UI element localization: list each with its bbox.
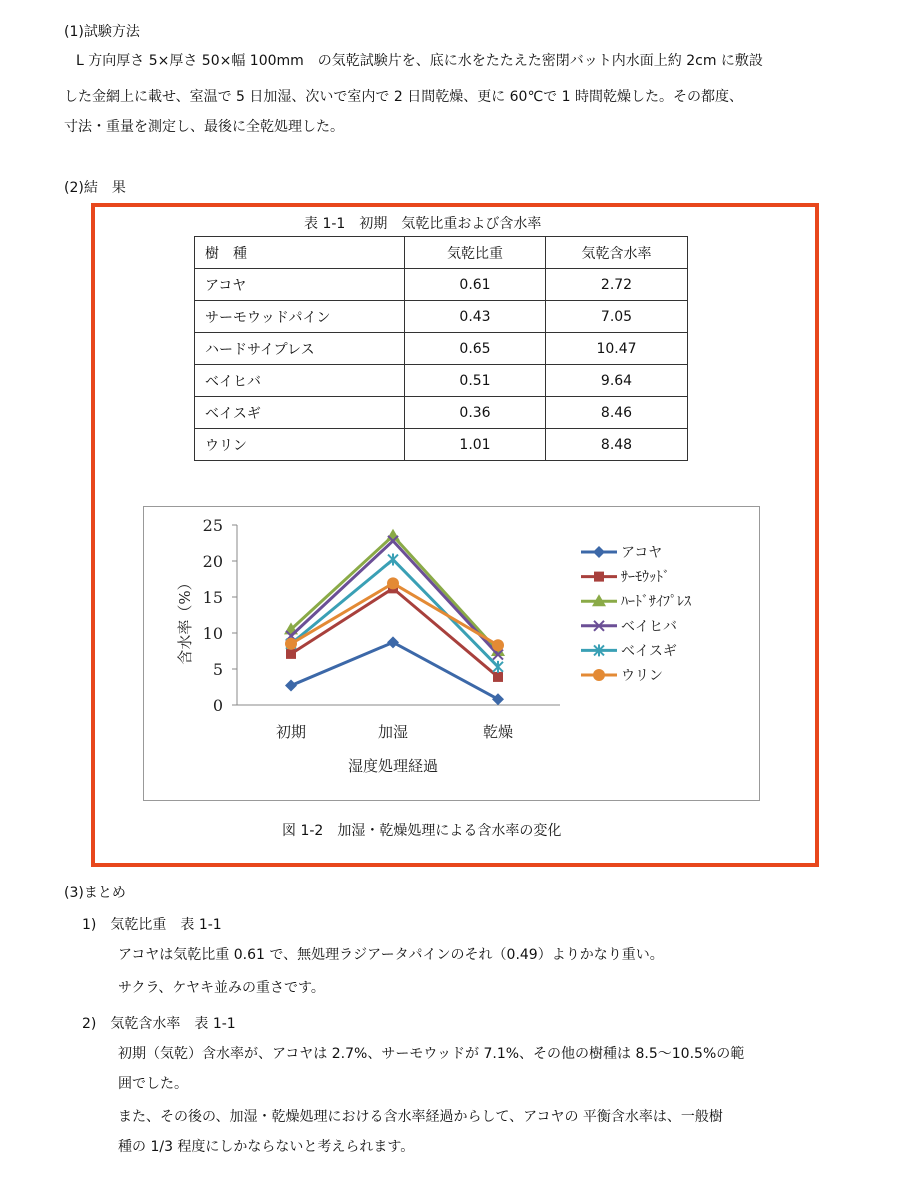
table-cell-moisture: 7.05 [546, 301, 688, 333]
table-caption: 表 1-1 初期 気乾比重および含水率 [304, 216, 542, 232]
table-header-moisture: 気乾含水率 [546, 237, 688, 269]
summary-item-1-line-2: サクラ、ケヤキ並みの重さです。 [118, 980, 325, 996]
data-point [387, 636, 399, 648]
data-point [493, 661, 503, 673]
x-tick-label: 乾燥 [482, 723, 514, 741]
summary-item-1-line-1: アコヤは気乾比重 0.61 で、無処理ラジアータパインのそれ（0.49）よりかなり重い。 [118, 947, 664, 963]
data-point [492, 639, 504, 651]
summary-heading: (3)まとめ [64, 885, 126, 901]
legend-swatch-marker [593, 546, 605, 558]
x-tick-label: 初期 [275, 723, 307, 741]
table-cell-species: ハードサイプレス [195, 333, 405, 365]
data-point [286, 649, 296, 659]
table-cell-species: サーモウッドパイン [195, 301, 405, 333]
table-cell-density: 0.65 [405, 333, 546, 365]
data-point [285, 680, 297, 692]
legend-label: ベイスギ [621, 643, 677, 660]
table-cell-moisture: 8.48 [546, 429, 688, 461]
data-point [387, 577, 399, 589]
table-cell-moisture: 2.72 [546, 269, 688, 301]
legend-label: ウリン [621, 668, 663, 684]
data-point [285, 638, 297, 650]
legend-label: ﾊｰﾄﾞｻｲﾌﾟﾚｽ [621, 594, 691, 611]
summary-item-2-title: 2) 気乾含水率 表 1-1 [82, 1016, 236, 1032]
table-cell-species: ベイスギ [195, 397, 405, 429]
table-header-density: 気乾比重 [405, 237, 546, 269]
table-cell-density: 1.01 [405, 429, 546, 461]
method-heading: (1)試験方法 [64, 24, 140, 40]
legend-swatch-marker [594, 572, 604, 582]
table-cell-moisture: 10.47 [546, 333, 688, 365]
y-tick-label: 0 [212, 696, 223, 715]
table-cell-species: ウリン [195, 429, 405, 461]
table-cell-species: ベイヒバ [195, 365, 405, 397]
x-axis-title: 湿度処理経過 [347, 757, 439, 775]
y-tick-label: 25 [202, 516, 223, 535]
table-cell-moisture: 9.64 [546, 365, 688, 397]
summary-item-2-line-4: 種の 1/3 程度にしかならないと考えられます。 [118, 1139, 415, 1155]
legend-swatch-marker [593, 669, 605, 681]
data-point [386, 529, 400, 541]
y-tick-label: 15 [202, 588, 223, 607]
method-line-1: L 方向厚さ 5×厚さ 50×幅 100mm の気乾試験片を、底に水をたたえた密閉バット内水面上約 2cm に敷設 [76, 53, 763, 69]
x-tick-label: 加湿 [377, 723, 409, 741]
table-cell-density: 0.61 [405, 269, 546, 301]
legend-label: ｻｰﾓｳｯﾄﾞ [621, 569, 670, 586]
results-heading: (2)結 果 [64, 180, 126, 196]
method-line-3: 寸法・重量を測定し、最後に全乾処理した。 [64, 119, 344, 135]
data-point [388, 554, 398, 566]
table-header-species: 樹 種 [195, 237, 405, 269]
y-axis-title: 含水率（%） [176, 575, 194, 665]
table-cell-density: 0.43 [405, 301, 546, 333]
data-point [492, 693, 504, 705]
figure-caption: 図 1-2 加湿・乾燥処理による含水率の変化 [282, 823, 562, 839]
data-point [493, 672, 503, 682]
y-tick-label: 5 [212, 660, 223, 679]
summary-item-2-line-1: 初期（気乾）含水率が、アコヤは 2.7%、サーモウッドが 7.1%、その他の樹種は 8.5～10.5%の範 [118, 1046, 745, 1062]
legend-label: アコヤ [621, 545, 663, 561]
y-tick-label: 20 [202, 552, 223, 571]
summary-item-1-title: 1) 気乾比重 表 1-1 [82, 917, 222, 933]
table-cell-density: 0.36 [405, 397, 546, 429]
table-cell-moisture: 8.46 [546, 397, 688, 429]
table-cell-density: 0.51 [405, 365, 546, 397]
summary-item-2-line-2: 囲でした。 [118, 1076, 188, 1092]
method-line-2: した金網上に載せ、室温で 5 日加湿、次いで室内で 2 日間乾燥、更に 60℃で 1 時間乾燥した。その都度、 [64, 89, 743, 105]
table-cell-species: アコヤ [195, 269, 405, 301]
summary-item-2-line-3: また、その後の、加湿・乾燥処理における含水率経過からして、アコヤの 平衡含水率は、一般樹 [118, 1109, 723, 1125]
legend-label: ベイヒバ [621, 618, 677, 635]
y-tick-label: 10 [202, 624, 223, 643]
